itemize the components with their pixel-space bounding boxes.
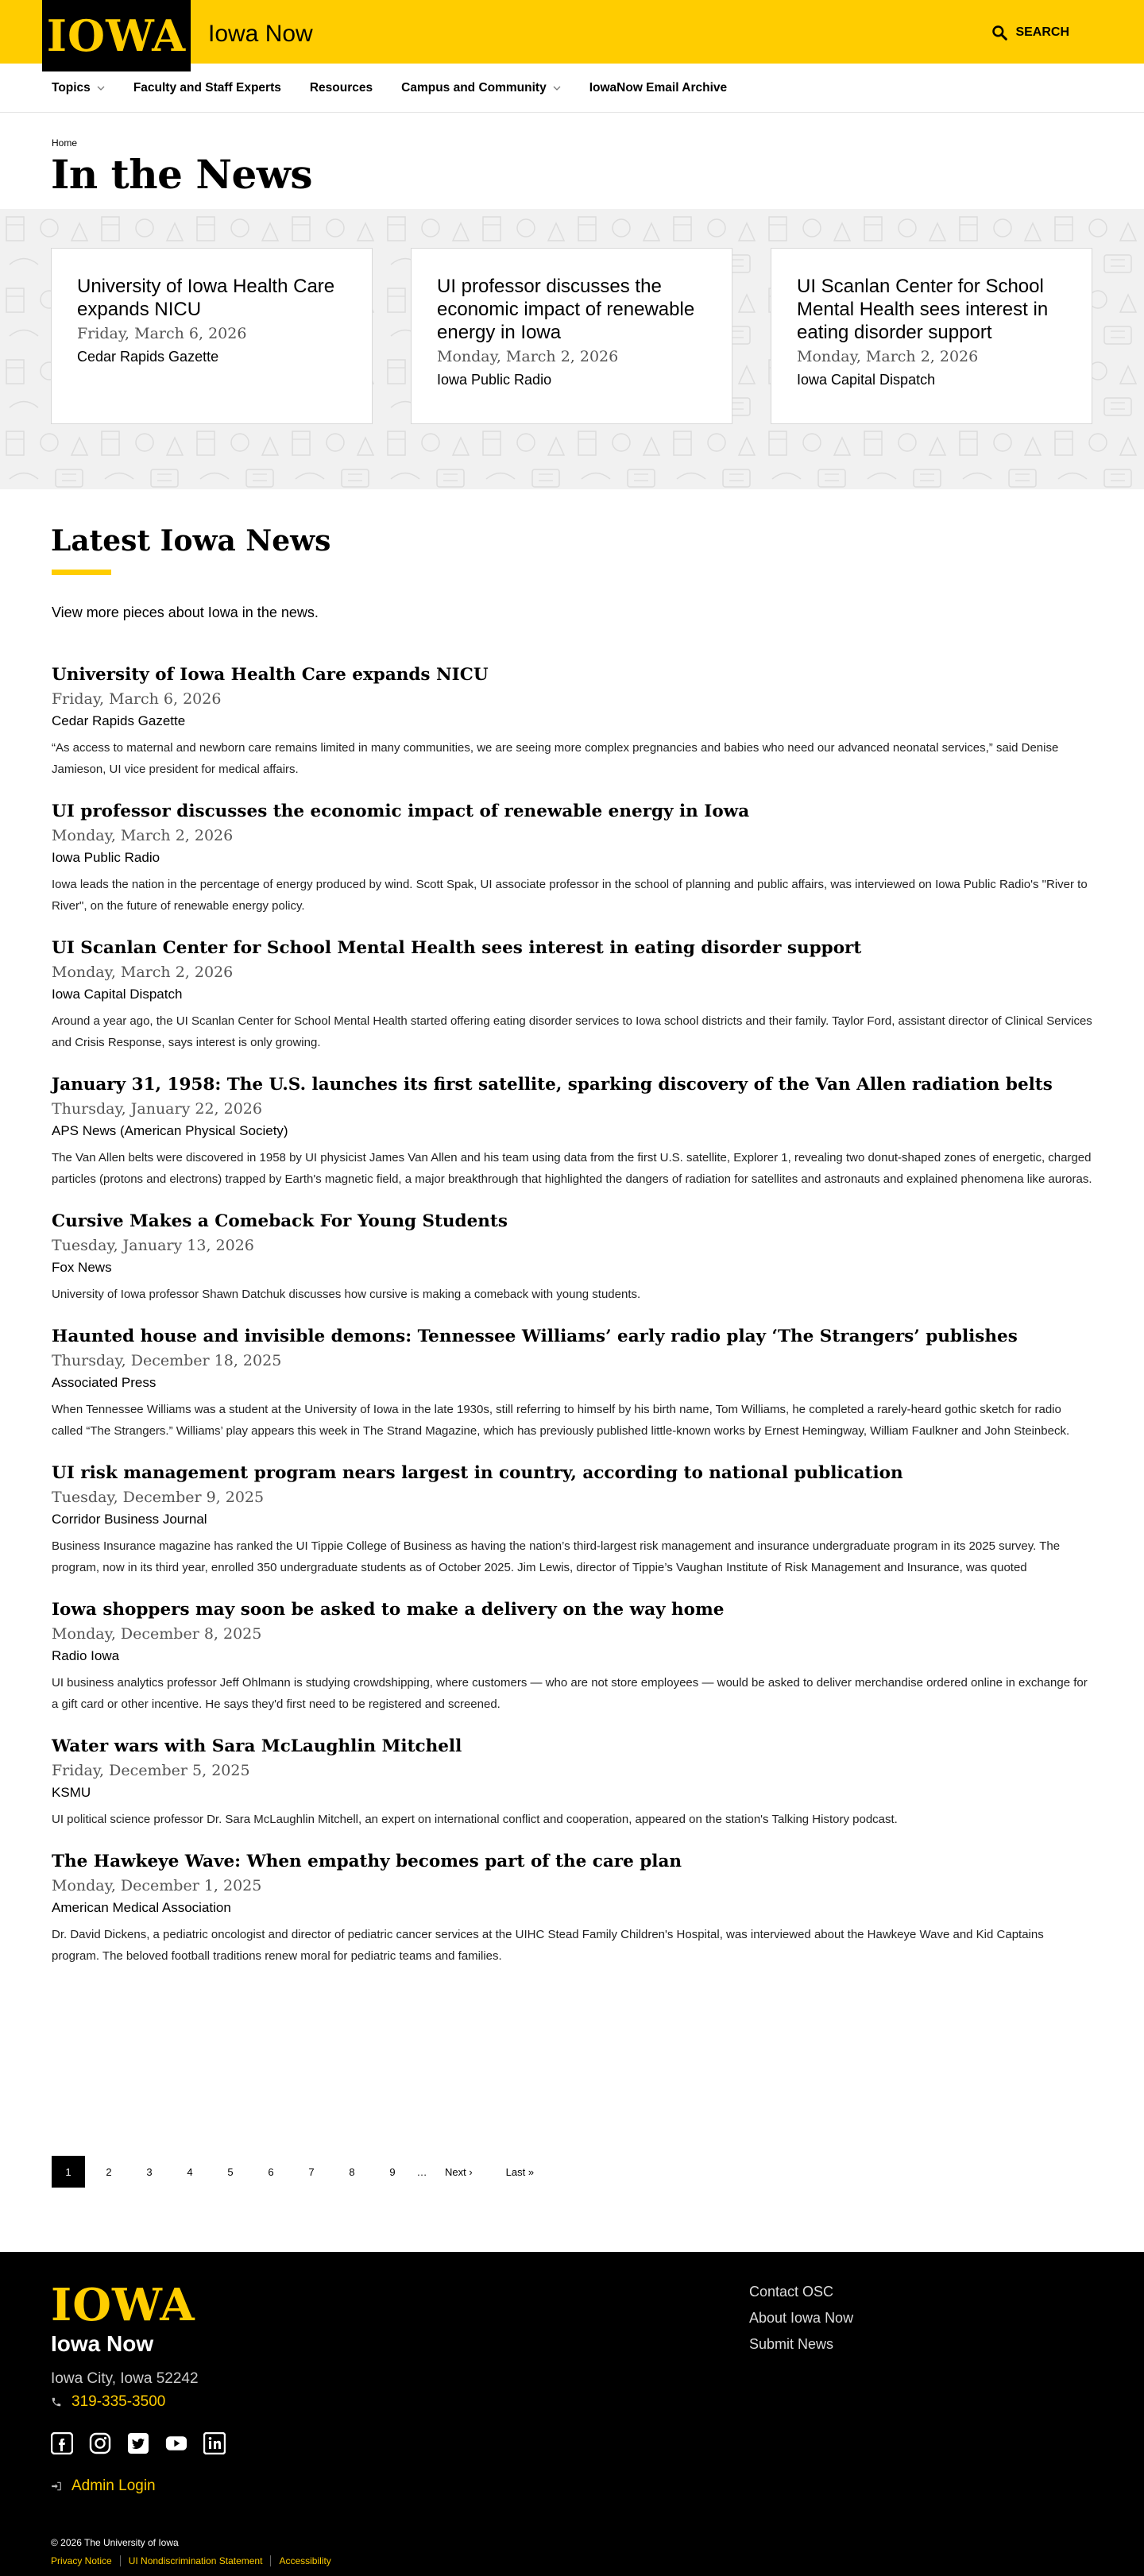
site-footer — [0, 2252, 1144, 2576]
article-date: Tuesday, December 9, 2025 — [52, 1489, 265, 1506]
nondiscrimination-link[interactable]: UI Nondiscrimination Statement — [120, 2555, 271, 2566]
top-bar — [0, 0, 1144, 64]
pager-ellipsis: … — [416, 2165, 427, 2178]
linkedin-icon[interactable] — [203, 2432, 226, 2454]
article-date: Thursday, December 18, 2025 — [52, 1352, 282, 1369]
article-summary: Iowa leads the nation in the percentage of energy produced by wind. Scott Spak, UI associate professor in the school of planning and public affairs, was interviewed on Iowa Public Radio's "River to River", on the future of renewable energy policy. — [52, 878, 1088, 913]
featured-card[interactable] — [771, 248, 1092, 424]
article-title-link[interactable]: Haunted house and invisible demons: Tennessee Williams’ early radio play ‘The Strangers’ publishes — [52, 1327, 1018, 1346]
nav-email-archive[interactable] — [589, 81, 727, 95]
heading-underline-accent — [52, 570, 111, 575]
search-icon — [991, 25, 1007, 41]
featured-card[interactable] — [51, 248, 373, 424]
article-source: APS News (American Physical Society) — [52, 1123, 288, 1138]
featured-card-title[interactable]: UI Scanlan Center for School Mental Health sees interest in eating disorder support — [797, 276, 1049, 343]
footer-legal-links — [51, 2555, 339, 2566]
phone-icon — [51, 2396, 62, 2408]
latest-news-intro: View more pieces about Iowa in the news. — [52, 604, 319, 620]
pager-page[interactable]: 3 — [146, 2165, 153, 2178]
article-title-link[interactable]: Iowa shoppers may soon be asked to make a delivery on the way home — [52, 1600, 725, 1620]
social-links — [51, 2432, 226, 2454]
breadcrumb-home[interactable]: Home — [52, 137, 78, 149]
pager-page[interactable]: 7 — [308, 2165, 315, 2178]
article-summary: “As access to maternal and newborn care remains limited in many communities, we are seeing more complex pregnancies and babies who need our advanced neonatal services,” said Denise Jamieson, UI vice president for medical affairs. — [52, 741, 1059, 776]
pagination — [52, 2156, 555, 2188]
privacy-notice-link[interactable]: Privacy Notice — [51, 2555, 112, 2566]
admin-login-label: Admin Login — [72, 2478, 156, 2494]
nav-email-archive-label: IowaNow Email Archive — [589, 80, 728, 95]
article-summary: University of Iowa professor Shawn Datchuk discusses how cursive is making a comeback with young students. — [52, 1288, 641, 1301]
footer-address: Iowa City, Iowa 52242 — [51, 2370, 199, 2387]
instagram-icon[interactable] — [89, 2432, 111, 2454]
article-date: Friday, March 6, 2026 — [52, 690, 222, 708]
search-button[interactable] — [991, 25, 1069, 41]
article-summary: UI business analytics professor Jeff Ohlmann is studying crowdshipping, where customers — who are not store employees — would be asked to deliver merchandise ordered online in exchange for a gift card or other incentive. He says they'd first need to be registered and screened. — [52, 1676, 1088, 1711]
featured-card-title[interactable]: University of Iowa Health Care expands NICU — [77, 276, 335, 320]
article-item — [52, 1074, 1092, 1190]
featured-card-source: Cedar Rapids Gazette — [77, 349, 219, 365]
featured-card-source: Iowa Public Radio — [437, 372, 552, 388]
footer-link-contact[interactable]: Contact OSC — [749, 2284, 834, 2300]
article-item — [52, 1851, 1092, 1967]
article-summary: When Tennessee Williams was a student at the University of Iowa in the late 1930s, still referring to himself by his birth name, Tom Williams, he completed a rarely-heard gothic sketch for radio called “The Strangers.” Williams’ play appears this week in The Strand Magazine, which has previously published little-known works by Ernest Hemingway, William Faulkner and John Steinbeck. — [52, 1403, 1070, 1438]
footer-link-about[interactable]: About Iowa Now — [749, 2310, 854, 2326]
nav-faculty-experts-label: Faculty and Staff Experts — [133, 80, 281, 95]
article-item — [52, 664, 1092, 780]
article-date: Monday, December 1, 2025 — [52, 1877, 262, 1894]
latest-news-heading: Latest Iowa News — [51, 524, 331, 558]
pager-page[interactable]: 6 — [268, 2165, 274, 2178]
article-source: Iowa Public Radio — [52, 850, 160, 865]
article-source: Iowa Capital Dispatch — [52, 987, 183, 1002]
pager-page[interactable]: 8 — [349, 2165, 355, 2178]
article-title-link[interactable]: Cursive Makes a Comeback For Young Students — [52, 1211, 508, 1231]
accessibility-link[interactable]: Accessibility — [270, 2555, 338, 2566]
featured-card-date: Monday, March 2, 2026 — [437, 348, 619, 365]
article-date: Friday, December 5, 2025 — [52, 1762, 250, 1779]
featured-card-date: Friday, March 6, 2026 — [77, 325, 247, 342]
article-title-link[interactable]: UI risk management program nears largest in country, according to national publication — [52, 1463, 903, 1483]
article-title-link[interactable]: University of Iowa Health Care expands NICU — [52, 665, 489, 685]
admin-login-link[interactable] — [51, 2478, 156, 2495]
pager-last[interactable]: Last » — [505, 2165, 535, 2178]
featured-card-title[interactable]: UI professor discusses the economic impact of renewable energy in Iowa — [437, 276, 695, 343]
footer-phone-number: 319-335-3500 — [72, 2393, 166, 2410]
nav-faculty-experts[interactable] — [133, 81, 281, 95]
twitter-icon[interactable] — [127, 2432, 149, 2454]
nav-campus-community-label: Campus and Community — [401, 80, 547, 95]
article-item — [52, 1326, 1092, 1442]
article-source: KSMU — [52, 1785, 91, 1800]
article-source: Radio Iowa — [52, 1648, 120, 1663]
nav-resources-label: Resources — [309, 80, 373, 95]
nav-resources[interactable] — [310, 81, 373, 95]
article-summary: The Van Allen belts were discovered in 1958 by UI physicist James Van Allen and his team using data from the first U.S. satellite, Explorer 1, revealing two donut-shaped zones of energetic, charged particles (protons and electrons) trapped by Earth's magnetic field, a major breakthrough that highlighted the dangers of radiation for satellites and astronauts and explained phenomena like auroras. — [52, 1151, 1092, 1186]
featured-card-date: Monday, March 2, 2026 — [797, 348, 979, 365]
article-item — [52, 1736, 1092, 1830]
article-date: Monday, March 2, 2026 — [52, 964, 234, 981]
article-source: American Medical Association — [52, 1900, 231, 1915]
article-source: Cedar Rapids Gazette — [52, 713, 186, 728]
article-title-link[interactable]: UI Scanlan Center for School Mental Health sees interest in eating disorder support — [52, 938, 862, 958]
article-title-link[interactable]: UI professor discusses the economic impact of renewable energy in Iowa — [52, 801, 750, 821]
article-summary: Around a year ago, the UI Scanlan Center for School Mental Health started offering eating disorder services to Iowa school districts and their family. Taylor Ford, assistant director of Clinical Services and Crisis Response, says interest is only growing. — [52, 1014, 1092, 1049]
article-date: Monday, March 2, 2026 — [52, 827, 234, 844]
site-name[interactable]: Iowa Now — [208, 21, 313, 47]
pager-next[interactable]: Next › — [445, 2165, 473, 2178]
footer-site-name: Iowa Now — [51, 2331, 154, 2356]
featured-card-source: Iowa Capital Dispatch — [797, 372, 936, 388]
sign-in-icon — [51, 2481, 62, 2492]
pager-page-current[interactable]: 1 — [52, 2156, 85, 2188]
article-title-link[interactable]: The Hawkeye Wave: When empathy becomes part of the care plan — [52, 1852, 682, 1871]
article-summary: UI political science professor Dr. Sara McLaughlin Mitchell, an expert on international conflict and cooperation, appeared on the station's Talking History podcast. — [52, 1813, 898, 1826]
footer-phone-link[interactable] — [51, 2393, 165, 2411]
pager-page[interactable]: 5 — [227, 2165, 234, 2178]
search-label: SEARCH — [1015, 25, 1069, 39]
nav-topics[interactable] — [52, 81, 105, 95]
iowa-logo[interactable] — [42, 0, 191, 71]
chevron-down-icon — [553, 84, 561, 92]
article-item — [52, 1211, 1092, 1305]
article-title-link[interactable]: January 31, 1958: The U.S. launches its first satellite, sparking discovery of the Van Allen radiation belts — [52, 1075, 1053, 1095]
article-item — [52, 1462, 1092, 1578]
pager-page[interactable]: 2 — [106, 2165, 112, 2178]
article-source: Fox News — [52, 1260, 112, 1275]
article-list — [52, 664, 1092, 1987]
article-item — [52, 801, 1092, 917]
article-date: Tuesday, January 13, 2026 — [52, 1237, 254, 1254]
article-date: Thursday, January 22, 2026 — [52, 1100, 262, 1118]
footer-iowa-logo[interactable]: IOWA — [51, 2279, 195, 2331]
chevron-down-icon — [97, 84, 105, 92]
footer-link-submit-news[interactable]: Submit News — [749, 2336, 834, 2352]
article-source: Corridor Business Journal — [52, 1512, 207, 1527]
article-title-link[interactable]: Water wars with Sara McLaughlin Mitchell — [52, 1736, 462, 1756]
article-summary: Business Insurance magazine has ranked the UI Tippie College of Business as having the nation’s third-largest risk management and insurance undergraduate program in its 2025 survey. The program, now in its third year, enrolled 350 undergraduate students as of October 2025. Jim Lewis, director of Tippie’s Vaughan Institute of Risk Management and Insurance, was quoted — [52, 1539, 1061, 1574]
youtube-icon[interactable] — [165, 2432, 187, 2454]
article-item — [52, 1599, 1092, 1715]
article-summary: Dr. David Dickens, a pediatric oncologist and director of pediatric cancer services at the UIHC Stead Family Children's Hospital, was interviewed about the Hawkeye Wave and Kid Captains program. The beloved football traditions renew moral for pediatric teams and families. — [52, 1928, 1044, 1963]
featured-card[interactable] — [411, 248, 732, 424]
pager-page[interactable]: 9 — [389, 2165, 396, 2178]
page-title: In the News — [51, 151, 313, 198]
footer-copyright: © 2026 The University of Iowa — [51, 2537, 179, 2548]
iowa-logo-text: IOWA — [46, 10, 187, 61]
article-date: Monday, December 8, 2025 — [52, 1625, 262, 1643]
article-item — [52, 937, 1092, 1053]
nav-topics-label: Topics — [52, 80, 91, 95]
footer-links — [749, 2284, 853, 2353]
article-source: Associated Press — [52, 1375, 157, 1390]
nav-campus-community[interactable] — [401, 81, 561, 95]
facebook-icon[interactable] — [51, 2432, 73, 2454]
pager-page[interactable]: 4 — [187, 2165, 193, 2178]
